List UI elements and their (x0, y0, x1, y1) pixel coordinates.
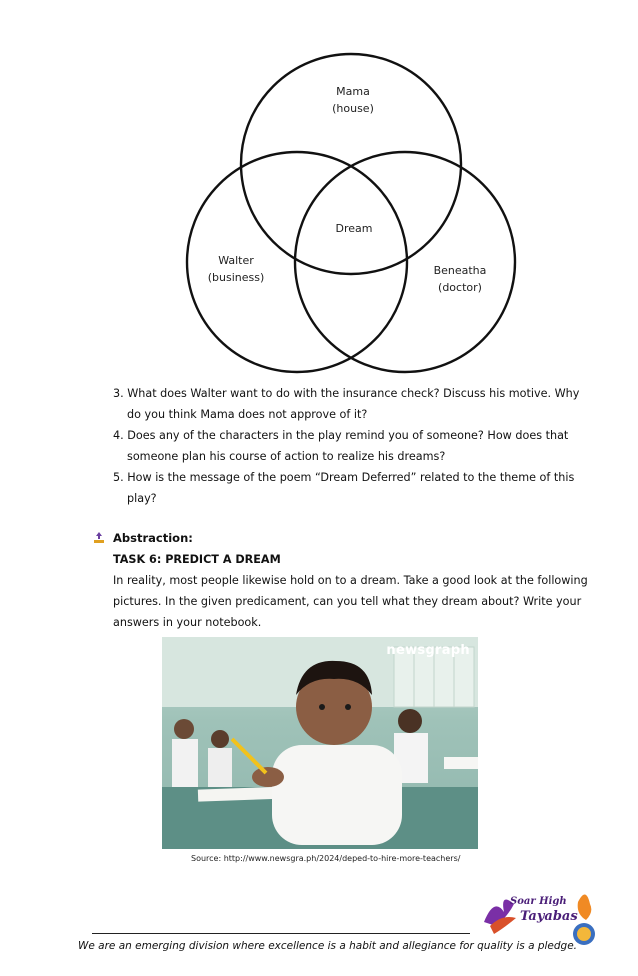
venn-beneatha-name: Beneatha (433, 264, 487, 277)
question-4-line2: someone plan his course of action to realize his dreams? (127, 450, 446, 463)
question-5-line2: play? (127, 492, 157, 505)
question-3-line1: 3. What does Walter want to do with the insurance check? Discuss his motive. Why (113, 387, 580, 400)
abstraction-heading (93, 531, 593, 545)
venn-walter-sub: (business) (207, 271, 265, 284)
logo-line2: Tayabas (520, 909, 578, 924)
venn-mama-name: Mama (336, 85, 370, 98)
question-3-line2: do you think Mama does not approve of it? (127, 408, 368, 421)
venn-beneatha-sub: (doctor) (438, 281, 482, 294)
task-title: TASK 6: PREDICT A DREAM (113, 553, 281, 566)
soar-high-tayabas-logo (474, 882, 600, 952)
abstraction-heading-text: Abstraction: (113, 531, 193, 545)
venn-mama-sub: (house) (332, 102, 374, 115)
abstraction-section (93, 531, 593, 633)
question-list (113, 383, 593, 509)
venn-label-walter (200, 252, 272, 286)
question-4-line1: 4. Does any of the characters in the play remind you of someone? How does that (113, 429, 569, 442)
question-5 (113, 467, 593, 509)
arrow-bullet-icon (93, 532, 105, 544)
task-instructions: In reality, most people likewise hold on to a dream. Take a good look at the following pictures. In the given predicament, can you tell what they dream about? Write your answers in your notebook. (113, 574, 588, 629)
classroom-photo (162, 637, 478, 849)
venn-center-text: Dream (335, 222, 373, 235)
venn-diagram (0, 0, 638, 380)
question-5-line1: 5. How is the message of the poem “Dream Deferred” related to the theme of this (113, 471, 575, 484)
venn-label-beneatha (420, 262, 500, 296)
venn-label-mama (321, 83, 385, 117)
logo-line1: Soar High (510, 896, 567, 907)
classroom-photo-illustration (162, 637, 478, 849)
question-4 (113, 425, 593, 467)
photo-source-caption: Source: http://www.newsgra.ph/2024/deped-to-hire-more-teachers/ (191, 854, 461, 863)
footer-motto: We are an emerging division where excellence is a habit and allegiance for quality is a pledge. (78, 940, 578, 952)
photo-watermark: newsgraph (386, 643, 470, 658)
venn-walter-name: Walter (218, 254, 254, 267)
venn-label-center (324, 220, 384, 237)
question-3 (113, 383, 593, 425)
footer-divider (92, 933, 470, 934)
